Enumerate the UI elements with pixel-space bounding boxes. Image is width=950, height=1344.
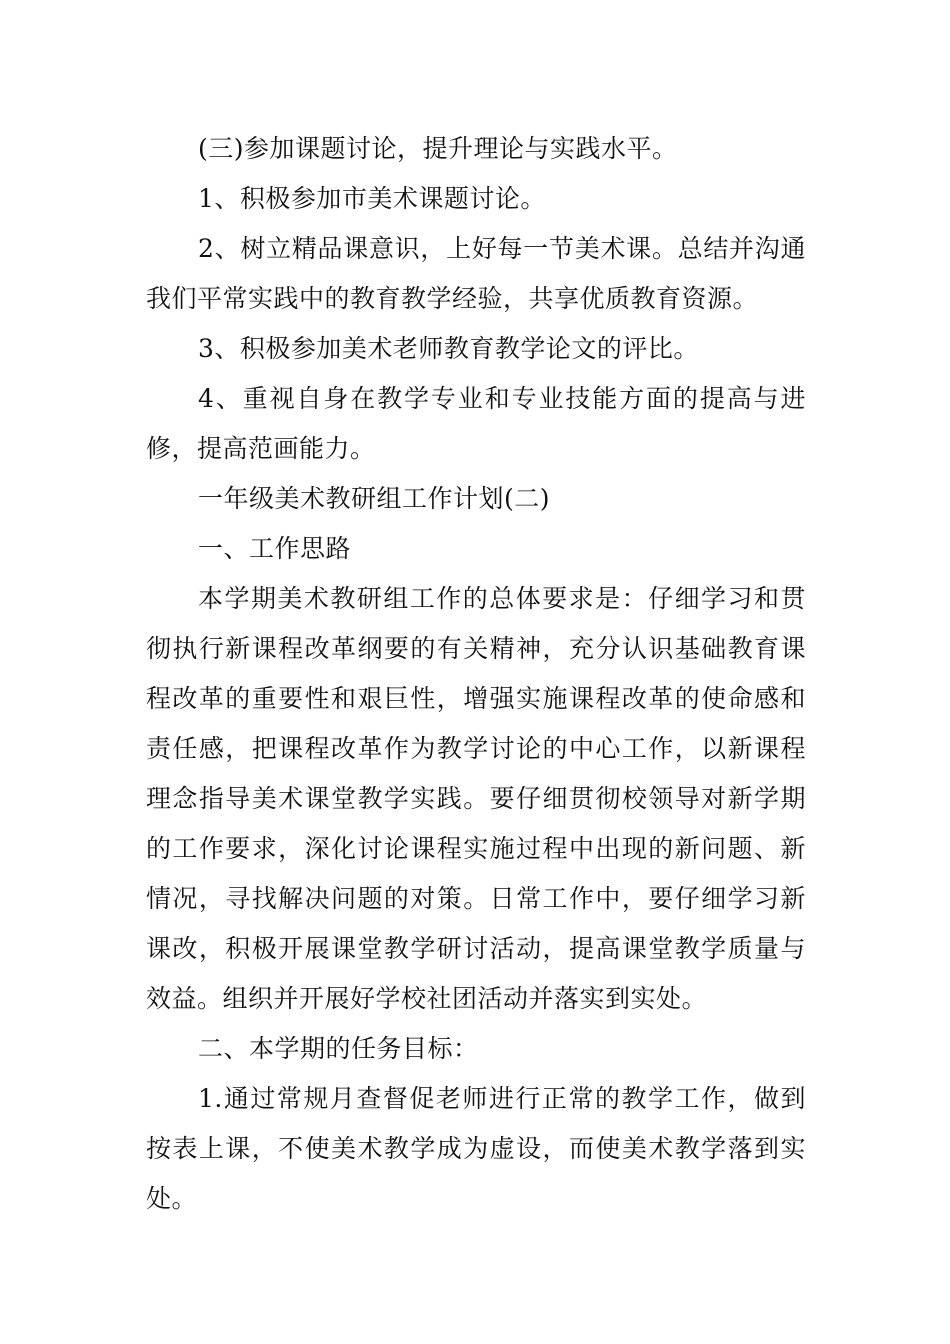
paragraph-item-1: 1、积极参加市美术课题讨论。 (198, 184, 546, 213)
paragraph-item-3: 3、积极参加美术老师教育教学论文的评比。 (198, 334, 699, 363)
section-heading-work-ideas: 一、工作思路 (198, 534, 352, 563)
document-page (146, 124, 806, 1224)
document-subtitle: 一年级美术教研组工作计划(二) (198, 484, 551, 513)
section-heading-goals: 二、本学期的任务目标： (198, 1034, 479, 1063)
paragraph-section-three-heading: (三)参加课题讨论，提升理论与实践水平。 (198, 134, 678, 163)
paragraph-item-4: 4、重视自身在教学专业和专业技能方面的提高与进修，提高范画能力。 (146, 384, 806, 463)
paragraph-work-ideas-body: 本学期美术教研组工作的总体要求是：仔细学习和贯彻执行新课程改革纲要的有关精神，充分认识基础教育课程改革的重要性和艰巨性，增强实施课程改革的使命感和责任感，把课程改革作为教学讨论的中心工作，以新课程理念指导美术课堂教学实践。要仔细贯彻校领导对新学期的工作要求，深化讨论课程实施过程中出现的新问题、新情况，寻找解决问题的对策。日常工作中，要仔细学习新课改，积极开展课堂教学研讨活动，提高课堂教学质量与效益。组织并开展好学校社团活动并落实到实处。 (146, 584, 806, 1013)
paragraph-goal-1: 1.通过常规月查督促老师进行正常的教学工作，做到按表上课，不使美术教学成为虚设，而使美术教学落到实处。 (146, 1084, 806, 1213)
paragraph-item-2: 2、树立精品课意识，上好每一节美术课。总结并沟通我们平常实践中的教育教学经验，共享优质教育资源。 (146, 234, 806, 313)
